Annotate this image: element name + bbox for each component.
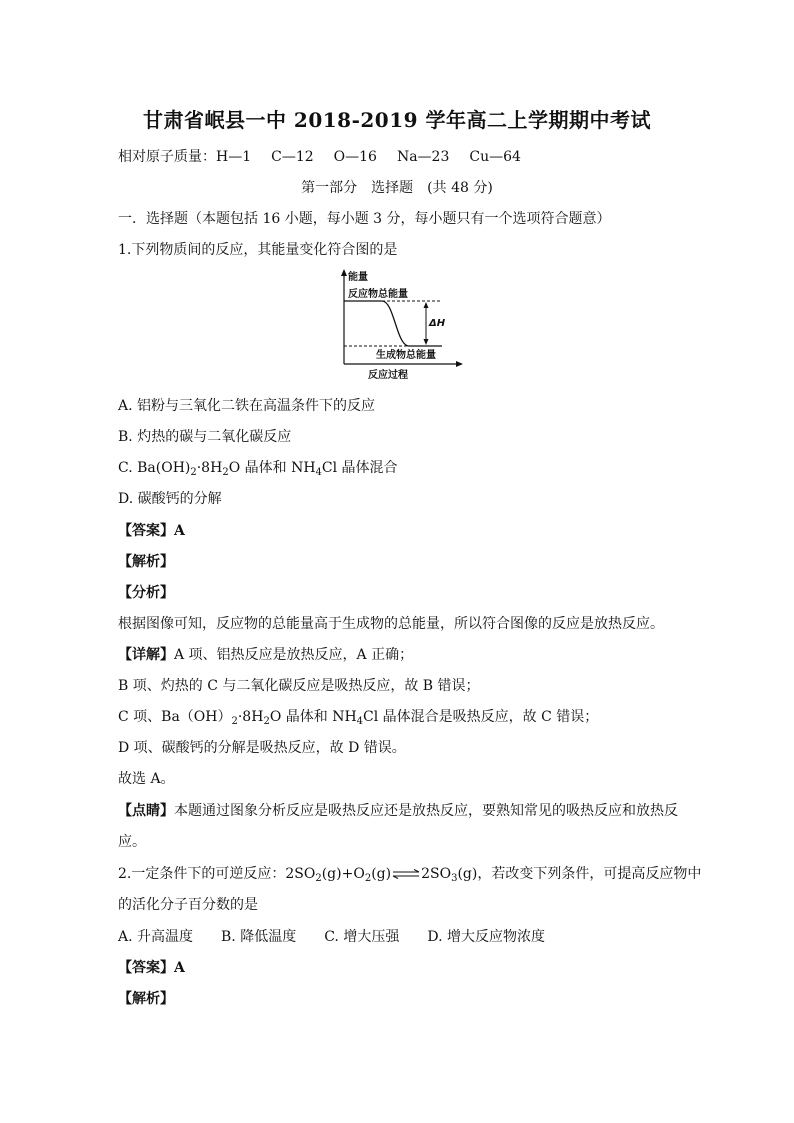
q1-dianjing-text: 本题通过图象分析反应是吸热反应还是放热反应，要熟知常见的吸热反应和放热反 bbox=[174, 803, 678, 819]
q2-analysis-label: 【解析】 bbox=[118, 991, 174, 1007]
q2-stem-2: 的活化分子百分数的是 bbox=[118, 897, 258, 913]
atomic-mass-item: Cu—64 bbox=[469, 149, 521, 165]
q2-answer: 【答案】A bbox=[118, 960, 185, 976]
q1-option-c bbox=[118, 457, 398, 477]
subscript: 2 bbox=[190, 467, 197, 478]
q2-stem bbox=[118, 863, 701, 883]
q1-option-d: D. 碳酸钙的分解 bbox=[118, 491, 222, 507]
q2-stem-text: 2.一定条件下的可逆反应：2SO bbox=[118, 866, 316, 882]
subscript: 2 bbox=[263, 716, 270, 727]
q1-conclusion: 故选 A。 bbox=[118, 771, 175, 787]
diagram-delta-label: ΔH bbox=[429, 318, 446, 329]
q1-option-c-text: Cl 晶体混合 bbox=[321, 460, 398, 476]
subscript: 2 bbox=[231, 716, 238, 727]
section-title: 第一部分 选择题 (共 48 分) bbox=[301, 180, 493, 196]
q1-detail-c bbox=[118, 706, 598, 726]
q2-options bbox=[118, 926, 573, 946]
atomic-mass-label: 相对原子质量： bbox=[118, 149, 216, 165]
subscript: 4 bbox=[315, 467, 322, 478]
subscript: 4 bbox=[356, 716, 364, 727]
diagram-y-label: 能量 bbox=[348, 272, 368, 283]
subscript: 3 bbox=[451, 873, 458, 884]
y-axis-arrow-icon bbox=[341, 269, 347, 276]
q1-detail-c-text: ·8H bbox=[237, 709, 264, 725]
energy-diagram bbox=[330, 268, 464, 386]
q2-stem-text: (g)，若改变下列条件，可提高反应物中 bbox=[457, 866, 702, 882]
q1-dianjing-label: 【点睛】 bbox=[118, 803, 174, 819]
q1-option-a: A. 铝粉与三氧化二铁在高温条件下的反应 bbox=[118, 398, 376, 414]
equilibrium-arrow-icon bbox=[391, 869, 421, 879]
q2-option-d: D. 增大反应物浓度 bbox=[427, 929, 545, 945]
atomic-mass-item: H—1 bbox=[216, 149, 252, 165]
q2-option-c: C. 增大压强 bbox=[324, 929, 400, 945]
atomic-mass-item: O—16 bbox=[333, 149, 377, 165]
q2-stem-text: (g)+O bbox=[321, 866, 365, 882]
q1-detail-a bbox=[118, 644, 413, 664]
atomic-mass-item: C—12 bbox=[271, 149, 314, 165]
q1-detail-b: B 项、灼热的 C 与二氧化碳反应是吸热反应，故 B 错误； bbox=[118, 678, 480, 694]
atomic-mass-item: Na—23 bbox=[396, 149, 450, 165]
q2-option-b: B. 降低温度 bbox=[221, 929, 297, 945]
instructions: 一．选择题（本题包括 16 小题，每小题 3 分，每小题只有一个选项符合题意） bbox=[118, 211, 611, 227]
subscript: 2 bbox=[222, 467, 229, 478]
q1-answer: 【答案】A bbox=[118, 523, 185, 539]
q1-fenxi-label: 【分析】 bbox=[118, 585, 174, 601]
q1-option-c-text: ·8H bbox=[196, 460, 223, 476]
x-axis-arrow-icon bbox=[456, 361, 463, 367]
q1-option-b: B. 灼热的碳与二氧化碳反应 bbox=[118, 429, 292, 445]
q2-option-a: A. 升高温度 bbox=[118, 929, 194, 945]
q1-detail-c-text: O 晶体和 NH bbox=[269, 709, 357, 725]
atomic-mass-line bbox=[118, 146, 541, 166]
delta-arrow-down-icon bbox=[424, 339, 429, 345]
q1-dianjing-1 bbox=[118, 800, 678, 820]
q1-option-c-text: C. Ba(OH) bbox=[118, 460, 191, 476]
q1-analysis-label: 【解析】 bbox=[118, 554, 174, 570]
q2-stem-text: 2SO bbox=[421, 866, 452, 882]
q1-stem: 1.下列物质间的反应，其能量变化符合图的是 bbox=[118, 242, 398, 258]
q1-detail-text: A 项、铝热反应是放热反应，A 正确； bbox=[174, 647, 414, 663]
q2-stem-text: (g) bbox=[371, 866, 392, 882]
q1-detail-label: 【详解】 bbox=[118, 647, 174, 663]
q1-dianjing-2: 应。 bbox=[118, 834, 146, 850]
q1-detail-c-text: Cl 晶体混合是吸热反应，故 C 错误； bbox=[363, 709, 599, 725]
delta-arrow-up-icon bbox=[424, 302, 429, 308]
q1-option-c-text: O 晶体和 NH bbox=[228, 460, 316, 476]
q1-detail-d: D 项、碳酸钙的分解是吸热反应，故 D 错误。 bbox=[118, 740, 406, 756]
q1-fenxi-text: 根据图像可知，反应物的总能量高于生成物的总能量，所以符合图像的反应是放热反应。 bbox=[118, 616, 664, 632]
q1-detail-c-text: C 项、Ba（OH） bbox=[118, 709, 232, 725]
page-title: 甘肃省岷县一中 2018-2019 学年高二上学期期中考试 bbox=[142, 108, 652, 132]
subscript: 2 bbox=[364, 873, 372, 884]
subscript: 2 bbox=[315, 873, 322, 884]
diagram-product-label: 生成物总能量 bbox=[376, 350, 436, 361]
diagram-x-label: 反应过程 bbox=[368, 370, 408, 381]
diagram-reactant-label: 反应物总能量 bbox=[348, 289, 408, 300]
